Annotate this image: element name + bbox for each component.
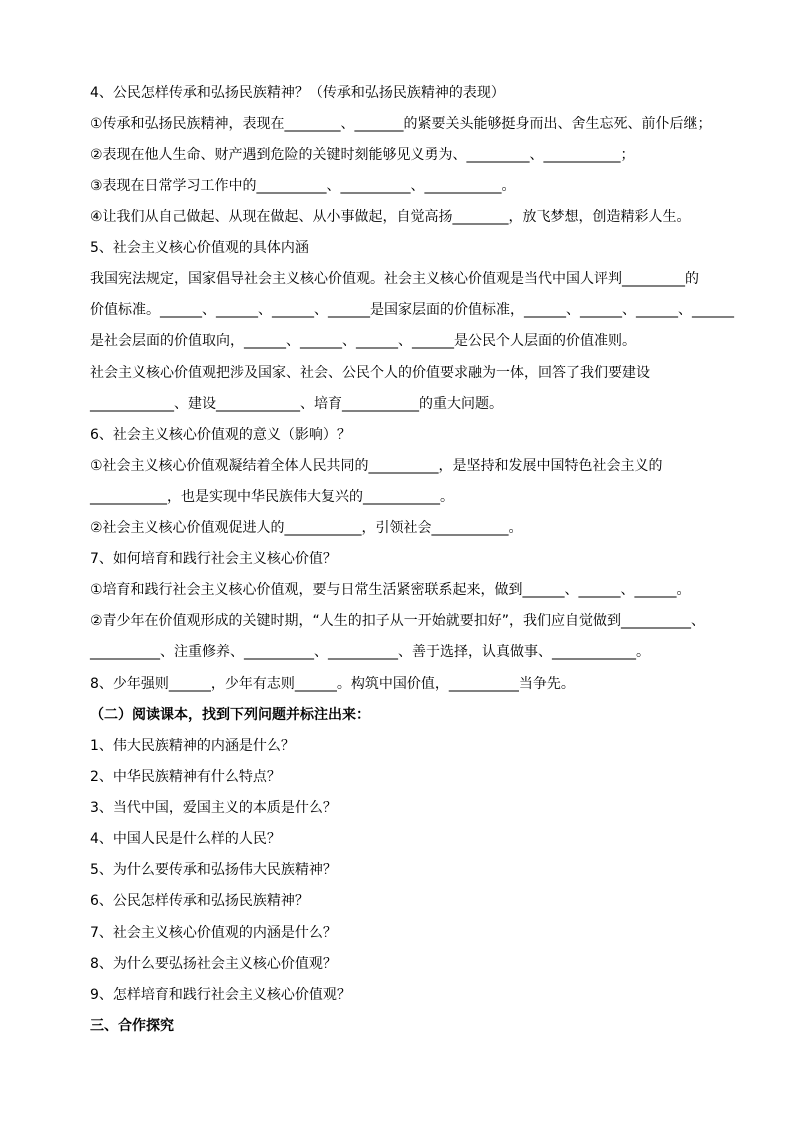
reading-question-4: 4、中国人民是什么样的人民？ [90,831,281,847]
answer-7-line-2: ②青少年在价值观形成的关键时期，“人生的扣子从一开始就要扣好”，我们应自觉做到__________、 [90,613,706,629]
question-8-line: 8、少年强则______，少年有志则______。构筑中国价值，__________当争先。 [90,676,575,692]
section-2-heading: （二）阅读课本，找到下列问题并标注出来： [90,707,370,723]
question-4-heading: 4、公民怎样传承和弘扬民族精神？（传承和弘扬民族精神的表现） [90,85,505,101]
answer-5-line-2: 价值标准。______、______、______、______是国家层面的价值标准，______、______、______、______ [90,302,734,318]
question-7-heading: 7、如何培育和践行社会主义核心价值？ [90,551,337,567]
answer-4-item-1: ①传承和弘扬民族精神，表现在________、_______的紧要关头能够挺身而出、舍生忘死、前仆后继； [90,116,712,132]
answer-5-line-5: ____________、建设____________、培育___________的重大问题。 [90,396,503,412]
answer-5-line-3: 是社会层面的价值取向，______、______、______、______是公民个人层面的价值准则。 [90,333,636,349]
answer-5-line-1: 我国宪法规定，国家倡导社会主义核心价值观。社会主义核心价值观是当代中国人评判_________的 [90,271,699,287]
reading-question-2: 2、中华民族精神有什么特点？ [90,769,281,785]
question-5-heading: 5、社会主义核心价值观的具体内涵 [90,240,309,256]
section-3-heading: 三、合作探究 [90,1018,174,1034]
answer-6-line-1: ①社会主义核心价值观凝结着全体人民共同的__________，是坚持和发展中国特色社会主义的 [90,458,663,474]
answer-7-line-3: __________、注重修养、__________、__________、善于选择，认真做事、____________。 [90,644,650,660]
question-6-heading: 6、社会主义核心价值观的意义（影响）？ [90,427,351,443]
reading-question-5: 5、为什么要传承和弘扬伟大民族精神？ [90,862,337,878]
answer-4-item-4: ④让我们从自己做起、从现在做起、从小事做起，自觉高扬________，放飞梦想，创造精彩人生。 [90,209,691,225]
reading-question-7: 7、社会主义核心价值观的内涵是什么？ [90,925,337,941]
answer-7-line-1: ①培育和践行社会主义核心价值观，要与日常生活紧密联系起来，做到______、______、______。 [90,582,691,598]
reading-question-3: 3、当代中国，爱国主义的本质是什么？ [90,800,337,816]
answer-4-item-3: ③表现在日常学习工作中的__________、__________、___________。 [90,178,516,194]
reading-question-1: 1、伟大民族精神的内涵是什么？ [90,738,295,754]
answer-5-line-4: 社会主义核心价值观把涉及国家、社会、公民个人的价值要求融为一体，回答了我们要建设 [90,365,650,381]
reading-question-8: 8、为什么要弘扬社会主义核心价值观？ [90,956,337,972]
answer-6-line-2: ___________，也是实现中华民族伟大复兴的___________。 [90,489,454,505]
reading-question-9: 9、怎样培育和践行社会主义核心价值观？ [90,987,351,1003]
answer-4-item-2: ②表现在他人生命、财产遇到危险的关键时刻能够见义勇为、_________、___________； [90,147,635,163]
answer-6-line-3: ②社会主义核心价值观促进人的___________，引领社会___________。 [90,520,523,536]
reading-question-6: 6、公民怎样传承和弘扬民族精神？ [90,893,309,909]
